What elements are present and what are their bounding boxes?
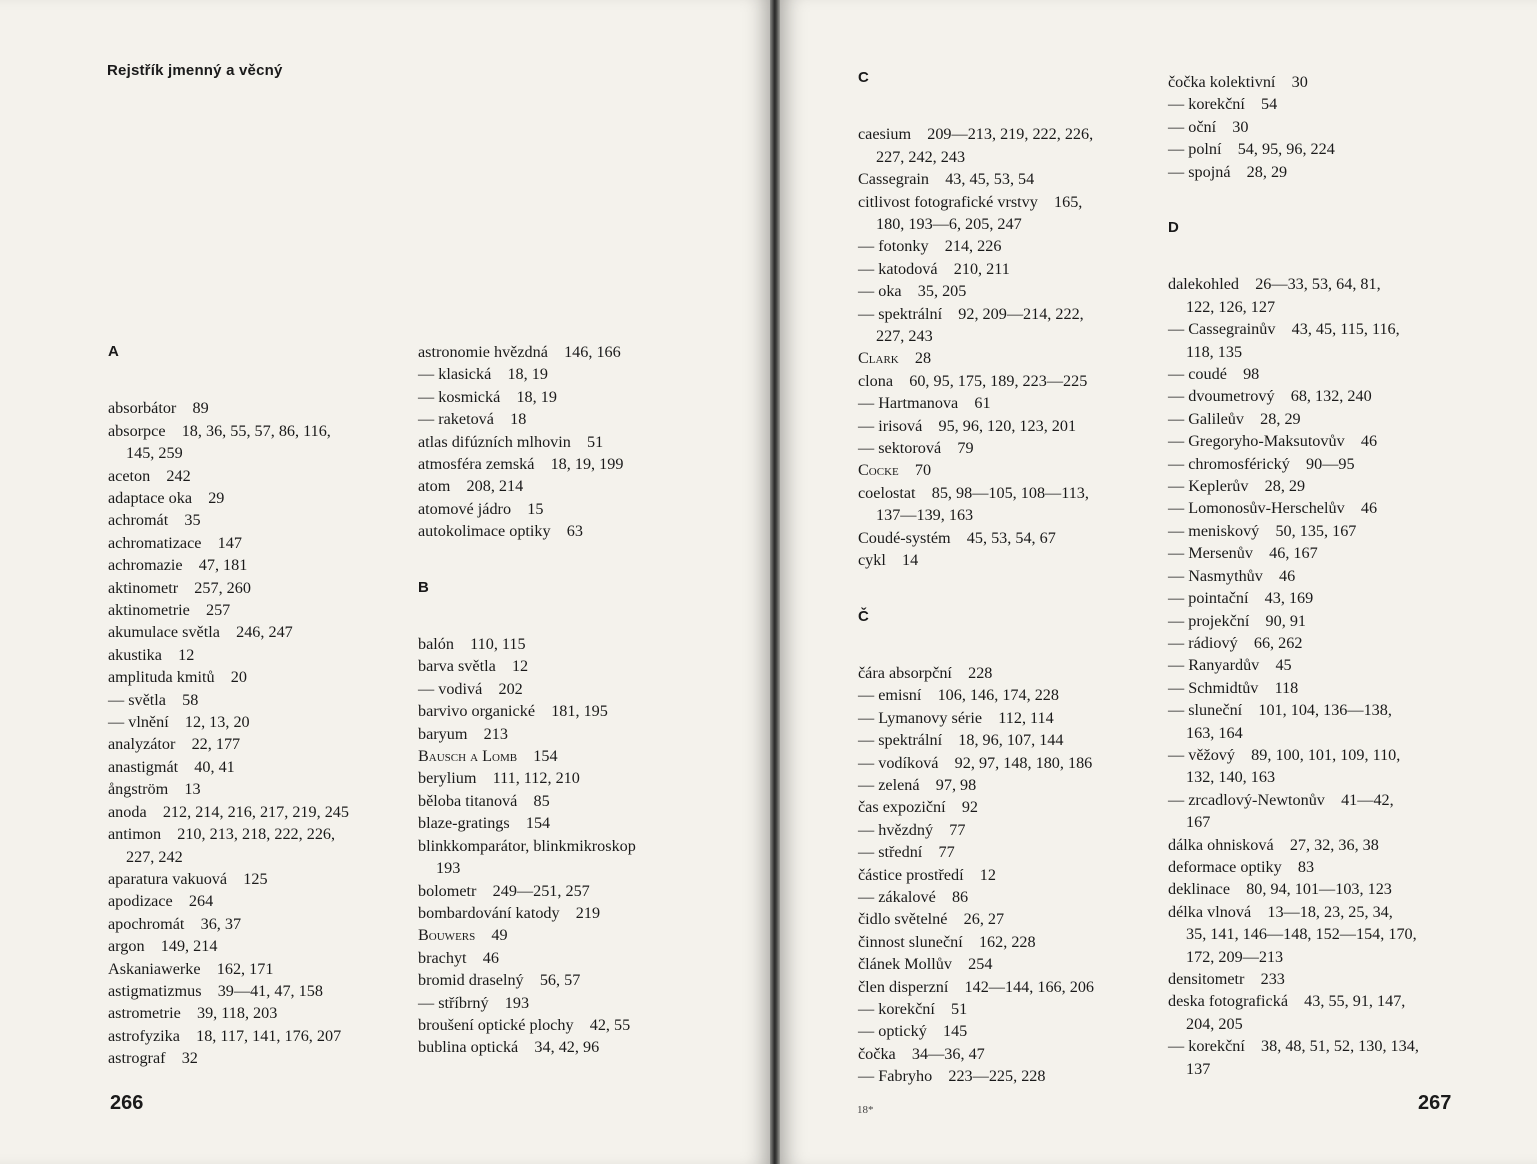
index-entry-continuation: 172, 209—213	[1186, 947, 1284, 966]
index-entry	[858, 684, 1094, 706]
index-entry	[418, 947, 636, 969]
index-entry	[858, 1020, 1094, 1042]
section-letter-a: A	[108, 343, 119, 360]
index-entry	[1168, 677, 1419, 699]
right-page	[780, 0, 1537, 1164]
index-entry	[108, 487, 349, 509]
index-entry-text: — Gregoryho-Maksutovův 46	[1168, 432, 1378, 451]
index-entry-text: Bausch a Lomb 154	[418, 747, 558, 766]
index-entry-text: čára absorpční 228	[858, 663, 993, 682]
index-entry-text: blaze-gratings 154	[418, 814, 551, 833]
index-entry-text: — spektrální 18, 96, 107, 144	[858, 731, 1064, 750]
index-entry-text: densitometr 233	[1168, 970, 1285, 989]
index-entry-text: berylium 111, 112, 210	[418, 769, 580, 788]
index-entry	[418, 678, 636, 700]
index-entry-text: činnost sluneční 162, 228	[858, 932, 1036, 951]
index-entry	[858, 662, 1094, 684]
index-entry-continuation: 227, 242, 243	[876, 147, 966, 166]
index-entry-text: — meniskový 50, 135, 167	[1168, 521, 1357, 540]
index-entry-text: dalekohled 26—33, 53, 64, 81,	[1168, 275, 1381, 294]
index-entry	[1168, 430, 1419, 452]
index-entry-text: barvivo organické 181, 195	[418, 702, 608, 721]
index-entry-text: — korekční 38, 48, 51, 52, 130, 134,	[1168, 1037, 1419, 1056]
index-entry-text: achromát 35	[108, 511, 201, 530]
index-entry-text: — korekční 54	[1168, 95, 1278, 114]
index-entry	[858, 976, 1094, 998]
index-entry	[1168, 363, 1419, 385]
index-entry	[418, 745, 636, 767]
index-entry	[1168, 453, 1419, 475]
index-entry-text: — zelená 97, 98	[858, 775, 977, 794]
index-entry-text: akumulace světla 246, 247	[108, 623, 293, 642]
index-entry	[1168, 93, 1419, 115]
index-entry-text: čočka 34—36, 47	[858, 1044, 985, 1063]
index-entry	[858, 235, 1094, 257]
index-entry	[1168, 789, 1419, 834]
index-entry-text: coelostat 85, 98—105, 108—113,	[858, 483, 1089, 502]
index-entry	[1168, 408, 1419, 430]
index-entry	[108, 644, 349, 666]
index-entry-text: apochromát 36, 37	[108, 914, 242, 933]
index-entry	[858, 752, 1094, 774]
index-entry	[858, 841, 1094, 863]
index-entry-text: — sektorová 79	[858, 439, 974, 458]
index-entry-text: adaptace oka 29	[108, 489, 225, 508]
index-entry-text: čočka kolektivní 30	[1168, 73, 1308, 91]
index-entry	[108, 756, 349, 778]
index-entry-text: Bouwers 49	[418, 926, 508, 945]
index-entry-text: — Hartmanova 61	[858, 394, 991, 413]
index-entry	[418, 969, 636, 991]
index-entry	[418, 1014, 636, 1036]
index-entry-text: — polní 54, 95, 96, 224	[1168, 140, 1335, 159]
index-entry-continuation: 227, 243	[876, 327, 933, 346]
index-entry-text: dálka ohnisková 27, 32, 36, 38	[1168, 835, 1379, 854]
index-entry	[418, 341, 636, 363]
index-entry-text: brachyt 46	[418, 948, 499, 967]
index-entry-text: článek Mollův 254	[858, 955, 993, 974]
index-entry-continuation: 137	[1186, 1059, 1211, 1078]
index-entry	[1168, 520, 1419, 542]
index-entry-text: bombardování katody 219	[418, 903, 601, 922]
index-entry	[1168, 273, 1419, 318]
index-entry	[108, 958, 349, 980]
index-entry	[108, 509, 349, 531]
index-entry-text: — stříbrný 193	[418, 993, 530, 1012]
index-entry	[418, 992, 636, 1014]
index-entry	[418, 386, 636, 408]
index-entry-text: bolometr 249—251, 257	[418, 881, 590, 900]
index-entry	[418, 520, 636, 542]
index-entry	[108, 532, 349, 554]
index-entry	[1168, 71, 1419, 93]
index-entry-text: bromid draselný 56, 57	[418, 971, 581, 990]
index-entry	[108, 554, 349, 576]
index-entry	[858, 707, 1094, 729]
index-entry-text: Coudé-systém 45, 53, 54, 67	[858, 528, 1056, 547]
index-entry-text: anoda 212, 214, 216, 217, 219, 245	[108, 802, 349, 821]
index-entry-text: — světla 58	[108, 690, 199, 709]
index-entry-text: deska fotografická 43, 55, 91, 147,	[1168, 992, 1406, 1011]
index-entry-text: — zrcadlový-Newtonův 41—42,	[1168, 790, 1394, 809]
index-entry-text: ångström 13	[108, 780, 201, 799]
index-entry-text: achromazie 47, 181	[108, 556, 248, 575]
running-head: Rejstřík jmenný a věcný	[107, 62, 283, 79]
index-entry-text: — coudé 98	[1168, 365, 1260, 384]
index-entry	[858, 1065, 1094, 1087]
index-entry	[1168, 834, 1419, 856]
index-entry	[1168, 699, 1419, 744]
index-entry-text: — katodová 210, 211	[858, 259, 1010, 278]
index-entry-text: — Ranyardův 45	[1168, 656, 1292, 675]
index-entry	[108, 711, 349, 733]
index-entry	[1168, 901, 1419, 968]
index-entry	[858, 886, 1094, 908]
index-entry-text: — Mersenův 46, 167	[1168, 544, 1318, 563]
index-entry	[108, 801, 349, 823]
index-entry-text: — rádiový 66, 262	[1168, 633, 1303, 652]
index-entry	[418, 655, 636, 677]
index-entry-text: aceton 242	[108, 466, 191, 485]
index-entry-text: aktinometrie 257	[108, 601, 231, 620]
index-entry	[1168, 990, 1419, 1035]
index-entry	[418, 633, 636, 655]
index-entry-text: astigmatizmus 39—41, 47, 158	[108, 981, 323, 1000]
index-entry-text: antimon 210, 213, 218, 222, 226,	[108, 825, 336, 844]
index-entry	[1168, 587, 1419, 609]
index-entry	[108, 397, 349, 419]
index-entry	[418, 475, 636, 497]
index-entry-text: — korekční 51	[858, 1000, 968, 1018]
index-entry-text: balón 110, 115	[418, 635, 526, 654]
index-entry	[858, 998, 1094, 1020]
index-entry-text: analyzátor 22, 177	[108, 735, 241, 754]
index-column-3	[858, 67, 1094, 1088]
index-entry	[418, 700, 636, 722]
index-entry-text: anastigmát 40, 41	[108, 757, 235, 776]
index-entry-text: běloba titanová 85	[418, 791, 550, 810]
index-entry-text: — pointační 43, 169	[1168, 589, 1314, 608]
index-entry	[1168, 565, 1419, 587]
index-entry-text: člen disperzní 142—144, 166, 206	[858, 977, 1095, 996]
index-entry	[858, 482, 1094, 527]
index-entry	[1168, 138, 1419, 160]
index-entry-text: amplituda kmitů 20	[108, 668, 247, 687]
index-entry-continuation: 180, 193—6, 205, 247	[876, 215, 1022, 234]
index-entry-text: Cassegrain 43, 45, 53, 54	[858, 170, 1035, 189]
index-entry	[1168, 161, 1419, 183]
index-entry-continuation: 118, 135	[1186, 342, 1243, 361]
index-entry-text: — spektrální 92, 209—214, 222,	[858, 304, 1084, 323]
index-entry	[108, 599, 349, 621]
index-entry-text: atom 208, 214	[418, 477, 524, 496]
page-number-left: 266	[110, 1092, 144, 1114]
index-entry	[108, 465, 349, 487]
index-entry	[858, 1043, 1094, 1065]
index-entry-continuation: 35, 141, 146—148, 152—154, 170,	[1186, 925, 1417, 944]
index-entry	[858, 168, 1094, 190]
index-entry	[108, 935, 349, 957]
index-entry	[418, 408, 636, 430]
index-entry-text: achromatizace 147	[108, 533, 242, 552]
index-entry	[858, 280, 1094, 302]
index-entry	[418, 790, 636, 812]
index-entry-text: — projekční 90, 91	[1168, 611, 1307, 630]
index-entry-text: bublina optická 34, 42, 96	[418, 1038, 600, 1057]
index-entry-text: — klasická 18, 19	[418, 365, 548, 384]
index-entry-text: — vlnění 12, 13, 20	[108, 713, 250, 732]
index-entry	[858, 864, 1094, 886]
index-entry	[108, 621, 349, 643]
index-entry-text: — optický 145	[858, 1022, 968, 1041]
index-entry	[858, 549, 1094, 571]
index-entry-text: — zákalové 86	[858, 887, 969, 906]
index-entry	[858, 796, 1094, 818]
index-entry-text: — Keplerův 28, 29	[1168, 477, 1306, 496]
index-entry	[418, 767, 636, 789]
book-gutter	[770, 0, 780, 1164]
index-entry-text: — Nasmythův 46	[1168, 566, 1296, 585]
index-entry-text: — oční 30	[1168, 117, 1249, 136]
index-entry-text: akustika 12	[108, 645, 195, 664]
index-entry	[858, 908, 1094, 930]
index-entry-text: — spojná 28, 29	[1168, 162, 1288, 181]
index-entry	[108, 890, 349, 912]
index-entry	[418, 902, 636, 924]
index-entry-continuation: 204, 205	[1186, 1014, 1243, 1033]
index-entry-text: — vodíková 92, 97, 148, 180, 186	[858, 753, 1093, 772]
index-entry-text: — emisní 106, 146, 174, 228	[858, 686, 1059, 705]
index-entry-text: barva světla 12	[418, 657, 529, 676]
index-entry	[418, 431, 636, 453]
index-entry-continuation: 227, 242	[126, 847, 183, 866]
index-entry-text: — kosmická 18, 19	[418, 387, 557, 406]
index-entry-text: caesium 209—213, 219, 222, 226,	[858, 125, 1094, 144]
index-entry-text: — raketová 18	[418, 410, 527, 429]
index-entry-text: deklinace 80, 94, 101—103, 123	[1168, 880, 1392, 899]
index-entry	[108, 666, 349, 688]
index-entry	[418, 723, 636, 745]
index-entry-text: argon 149, 214	[108, 937, 218, 956]
index-entry	[858, 819, 1094, 841]
index-entry	[108, 1047, 349, 1069]
index-entry	[418, 835, 636, 880]
index-entry	[1168, 632, 1419, 654]
index-entry	[858, 415, 1094, 437]
index-entry	[1168, 878, 1419, 900]
index-entry	[858, 123, 1094, 168]
index-entry-text: — vodivá 202	[418, 679, 523, 698]
index-entry	[418, 924, 636, 946]
index-entry-text: čas expoziční 92	[858, 798, 979, 817]
index-entry	[108, 778, 349, 800]
signature-mark: 18*	[857, 1104, 874, 1116]
index-entry	[108, 868, 349, 890]
index-entry-text: atmosféra zemská 18, 19, 199	[418, 455, 624, 474]
index-entry-text: — dvoumetrový 68, 132, 240	[1168, 387, 1372, 406]
index-entry	[858, 191, 1094, 236]
index-entry-text: — věžový 89, 100, 101, 109, 110,	[1168, 745, 1401, 764]
index-entry	[1168, 116, 1419, 138]
index-entry	[858, 527, 1094, 549]
index-entry-text: absorbátor 89	[108, 399, 209, 418]
section-letter-d: D	[1168, 219, 1179, 237]
index-entry	[858, 459, 1094, 481]
index-entry	[858, 258, 1094, 280]
index-entry	[108, 980, 349, 1002]
index-entry	[858, 437, 1094, 459]
index-entry-continuation: 163, 164	[1186, 723, 1243, 742]
index-entry-text: — Cassegrainův 43, 45, 115, 116,	[1168, 320, 1400, 339]
index-entry-text: aparatura vakuová 125	[108, 869, 268, 888]
index-entry-text: Cocke 70	[858, 461, 932, 480]
index-entry-continuation: 167	[1186, 813, 1211, 832]
index-entry-text: — střední 77	[858, 843, 955, 862]
index-entry	[858, 774, 1094, 796]
index-entry	[1168, 654, 1419, 676]
section-letter-b: B	[418, 578, 429, 596]
index-entry-text: citlivost fotografické vrstvy 165,	[858, 192, 1083, 211]
index-entry-text: — Schmidtův 118	[1168, 678, 1299, 697]
index-entry-text: baryum 213	[418, 724, 508, 743]
index-column-1	[108, 341, 349, 1070]
index-entry-text: — Lymanovy série 112, 114	[858, 708, 1054, 727]
index-entry-text: autokolimace optiky 63	[418, 522, 583, 541]
index-entry	[108, 420, 349, 465]
index-entry-text: broušení optické plochy 42, 55	[418, 1015, 631, 1034]
index-entry-text: — Galileův 28, 29	[1168, 409, 1301, 428]
index-entry	[108, 1025, 349, 1047]
index-entry-text: — irisová 95, 96, 120, 123, 201	[858, 416, 1077, 435]
page-number-right: 267	[1418, 1092, 1452, 1114]
index-entry	[1168, 385, 1419, 407]
index-entry-text: absorpce 18, 36, 55, 57, 86, 116,	[108, 421, 331, 440]
index-entry-text: čidlo světelné 26, 27	[858, 910, 1005, 929]
index-entry	[418, 498, 636, 520]
index-entry-text: cykl 14	[858, 551, 919, 570]
index-entry-text: astrometrie 39, 118, 203	[108, 1004, 278, 1023]
index-entry	[858, 370, 1094, 392]
index-entry	[418, 1036, 636, 1058]
index-entry	[108, 577, 349, 599]
index-entry-continuation: 137—139, 163	[876, 506, 974, 525]
index-entry	[108, 913, 349, 935]
index-entry	[108, 823, 349, 868]
index-entry	[1168, 744, 1419, 789]
index-entry-text: — oka 35, 205	[858, 282, 967, 301]
index-entry	[1168, 1035, 1419, 1080]
index-entry	[1168, 610, 1419, 632]
index-entry	[858, 347, 1094, 369]
index-entry	[418, 880, 636, 902]
index-entry	[418, 453, 636, 475]
index-entry-text: — chromosférický 90—95	[1168, 454, 1355, 473]
index-entry	[1168, 968, 1419, 990]
index-entry	[1168, 318, 1419, 363]
index-entry	[858, 953, 1094, 975]
index-entry-text: apodizace 264	[108, 892, 214, 911]
index-entry-text: — hvězdný 77	[858, 820, 966, 839]
index-entry-text: blinkkomparátor, blinkmikroskop	[418, 836, 636, 855]
index-entry-continuation: 132, 140, 163	[1186, 768, 1276, 787]
index-entry-text: Clark 28	[858, 349, 932, 368]
index-entry	[418, 363, 636, 385]
index-entry-text: — fotonky 214, 226	[858, 237, 1002, 256]
index-entry	[108, 733, 349, 755]
index-entry-text: atlas difúzních mlhovin 51	[418, 432, 604, 451]
index-entry-continuation: 145, 259	[126, 444, 183, 463]
index-entry-text: — sluneční 101, 104, 136—138,	[1168, 701, 1392, 720]
index-entry-text: Askaniawerke 162, 171	[108, 959, 274, 978]
index-entry-text: atomové jádro 15	[418, 499, 544, 518]
section-letter-c: C	[858, 69, 869, 86]
index-entry-text: — Lomonosův-Herschelův 46	[1168, 499, 1378, 518]
index-entry-text: — Fabryho 223—225, 228	[858, 1067, 1046, 1086]
index-entry	[1168, 856, 1419, 878]
index-entry-text: astronomie hvězdná 146, 166	[418, 343, 621, 361]
index-entry	[1168, 542, 1419, 564]
section-letter-c-caron: Č	[858, 607, 869, 625]
index-entry	[858, 729, 1094, 751]
index-entry-text: částice prostředí 12	[858, 865, 996, 884]
index-entry-text: aktinometr 257, 260	[108, 578, 251, 597]
index-entry	[108, 689, 349, 711]
index-entry-text: délka vlnová 13—18, 23, 25, 34,	[1168, 902, 1393, 921]
index-entry	[1168, 475, 1419, 497]
index-entry-continuation: 122, 126, 127	[1186, 297, 1276, 316]
index-column-2	[418, 341, 636, 1059]
index-entry-text: deformace optiky 83	[1168, 857, 1315, 876]
index-entry	[858, 931, 1094, 953]
index-entry	[858, 303, 1094, 348]
index-entry-text: clona 60, 95, 175, 189, 223—225	[858, 371, 1088, 390]
index-entry-text: astrograf 32	[108, 1049, 198, 1068]
index-entry-continuation: 193	[436, 859, 461, 878]
index-entry-text: astrofyzika 18, 117, 141, 176, 207	[108, 1026, 342, 1045]
index-entry	[1168, 497, 1419, 519]
index-column-4	[1168, 71, 1419, 1080]
index-entry	[418, 812, 636, 834]
index-entry	[858, 392, 1094, 414]
index-entry	[108, 1002, 349, 1024]
